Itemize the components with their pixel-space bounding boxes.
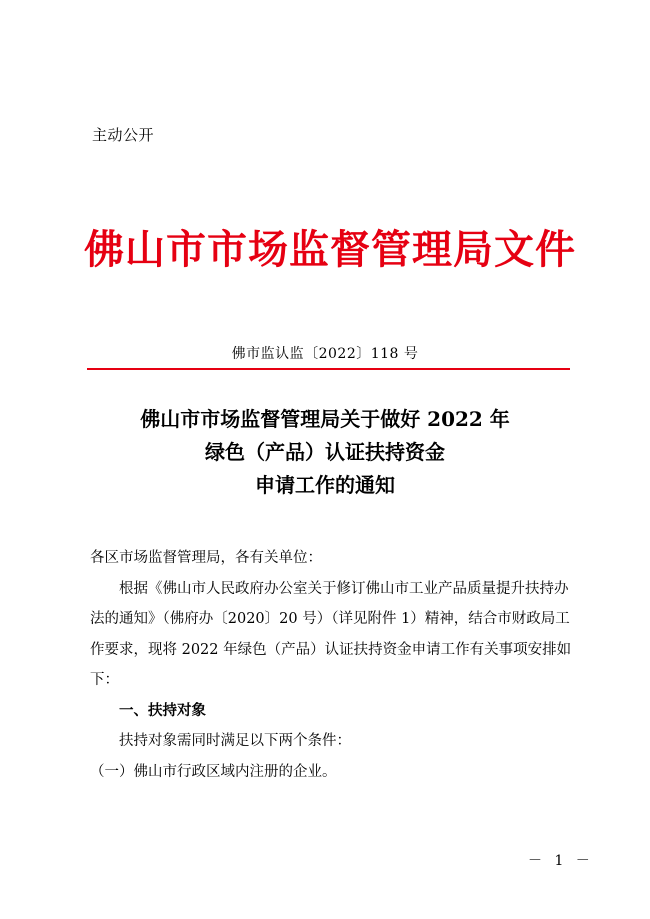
document-number: 佛市监认监〔2022〕118 号 [231,346,419,362]
document-body [90,543,575,787]
document-title [0,403,650,502]
title-line-3: 申请工作的通知 [255,473,395,497]
title-line-2: 绿色（产品）认证扶持资金 [205,440,445,464]
salutation: 各区市场监督管理局，各有关单位： [90,550,322,566]
paragraph-intro: 根据《佛山市人民政府办公室关于修订佛山市工业产品质量提升扶持办法的通知》（佛府办〔2020〕20 号）（详见附件 1）精神，结合市财政局工作要求，现将 2022 年绿色（产品）认证扶持资金申请工作有关事项安排如下： [90,580,572,688]
section-intro: 扶持对象需同时满足以下两个条件： [119,733,351,749]
section-heading-support-targets: 一、扶持对象 [119,702,206,719]
disclosure-label: 主动公开 [92,126,155,144]
masthead-title: 佛山市市场监督管理局文件 [84,226,576,273]
page-number: － 1 － [528,853,594,869]
condition-item-1: （一）佛山市行政区域内注册的企业。 [90,763,337,780]
red-divider-line [87,368,570,370]
title-line-1: 佛山市市场监督管理局关于做好 2022 年 [140,407,510,431]
